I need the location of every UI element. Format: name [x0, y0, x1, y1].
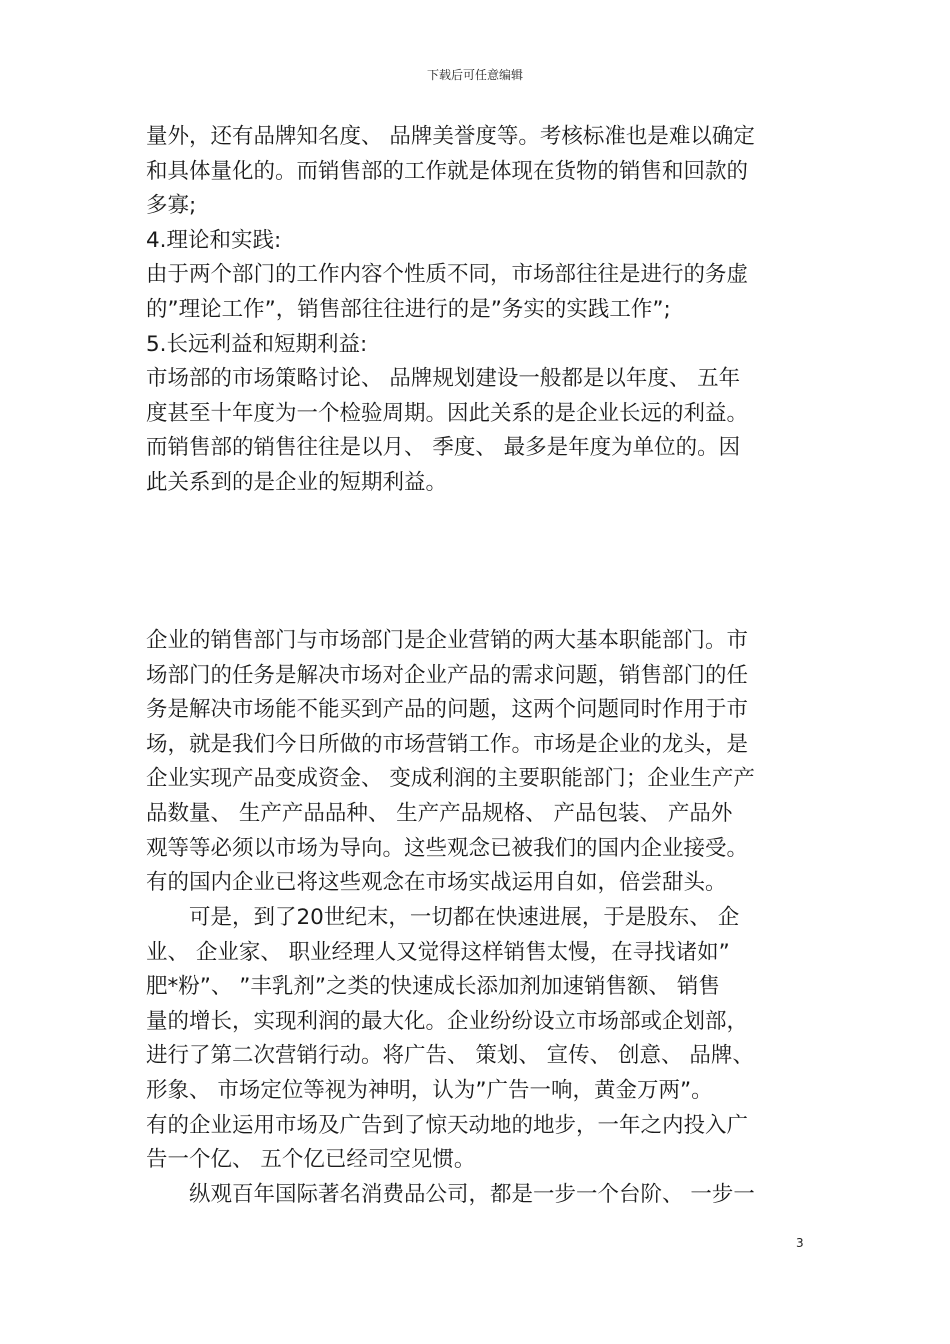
text-line: 而销售部的销售往往是以月、 季度、 最多是年度为单位的。因: [146, 435, 741, 461]
text-line: 度甚至十年度为一个检验周期。因此关系的是企业长远的利益。: [146, 400, 749, 426]
text-line: 有的企业运用市场及广告到了惊天动地的地步，一年之内投入广: [146, 1112, 749, 1138]
text-line: 进行了第二次营销行动。将广告、 策划、 宣传、 创意、 品牌、: [146, 1043, 754, 1069]
text-line: 观等等必须以市场为导向。这些观念已被我们的国内企业接受。: [146, 835, 749, 861]
text-line: 告一个亿、 五个亿已经司空见惯。: [146, 1147, 476, 1173]
text-line: 业、 企业家、 职业经理人又觉得这样销售太慢，在寻找诸如”: [146, 939, 730, 965]
text-line: 由于两个部门的工作内容个性质不同，市场部往往是进行的务虚: [146, 262, 749, 288]
paragraph-block-3: [146, 901, 818, 1178]
text-line: 多寡;: [146, 193, 197, 219]
text-line: 的”理论工作”，销售部往往进行的是”务实的实践工作”;: [146, 296, 671, 322]
page-header: 下载后可任意编辑: [426, 68, 523, 82]
text-line: 形象、 市场定位等视为神明，认为”广告一响，黄金万两”。: [146, 1077, 713, 1103]
page-number: 3: [796, 1236, 804, 1250]
text-line: 量外，还有品牌知名度、 品牌美誉度等。考核标准也是难以确定: [146, 124, 755, 149]
text-line: 场部门的任务是解决市场对企业产品的需求问题，销售部门的任: [146, 662, 749, 688]
text-line: 企业实现产品变成资金、 变成利润的主要职能部门；企业生产产: [146, 766, 755, 792]
text-line: 务是解决市场能不能买到产品的问题，这两个问题同时作用于市: [146, 697, 749, 723]
paragraph-block-4: [146, 1178, 818, 1213]
text-line: 量的增长，实现利润的最大化。企业纷纷设立市场部或企划部，: [146, 1008, 749, 1034]
paragraph-block-1: [146, 120, 818, 501]
text-line: 5.长远利益和短期利益:: [146, 331, 368, 357]
text-line: 有的国内企业已将这些观念在市场实战运用自如，倍尝甜头。: [146, 870, 727, 896]
text-line: 此关系到的是企业的短期利益。: [146, 469, 448, 495]
text-line: 纵观百年国际著名消费品公司，都是一步一个台阶、 一步一: [189, 1182, 755, 1207]
text-line: 和具体量化的。而销售部的工作就是体现在货物的销售和回款的: [146, 158, 749, 184]
text-line: 企业的销售部门与市场部门是企业营销的两大基本职能部门。市: [146, 628, 749, 653]
text-line: 市场部的市场策略讨论、 品牌规划建设一般都是以年度、 五年: [146, 366, 741, 392]
text-line: 品数量、 生产产品品种、 生产产品规格、 产品包装、 产品外: [146, 800, 733, 826]
text-line: 肥*粉”、 ”丰乳剂”之类的快速成长添加剂加速销售额、 销售: [146, 974, 720, 1000]
paragraph-block-2: [146, 624, 818, 901]
text-line: 场，就是我们今日所做的市场营销工作。市场是企业的龙头，是: [146, 731, 749, 757]
text-line: 可是，到了20世纪末，一切都在快速进展，于是股东、 企: [189, 905, 740, 930]
text-line: 4.理论和实践:: [146, 227, 282, 253]
